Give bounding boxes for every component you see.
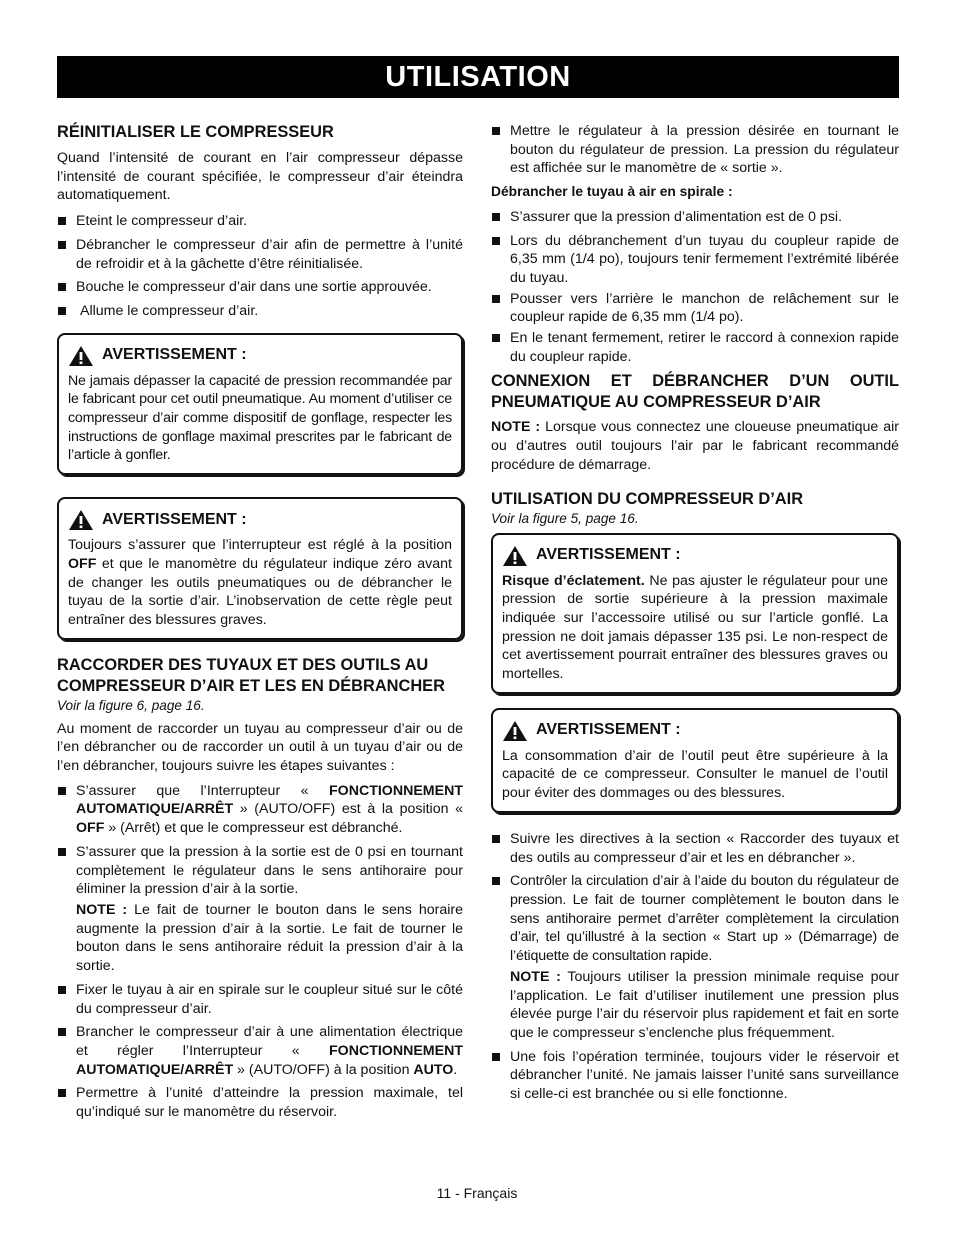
- warning-header: [502, 720, 888, 742]
- usage-steps: [491, 830, 899, 1104]
- warning-box-4: [491, 708, 899, 813]
- warning-text: Risque d’éclatement. Ne pas ajuster le régulateur pour une pression de sortie supérieure à la pression maximale indiquée sur l’accessoire utilisé ou sur l’article gonflé. La pression ne doit jamais dépasser 135 psi. Le non-respect de cet avertissement pourrait entraîner des blessures graves ou mortelles.: [502, 572, 888, 683]
- warning-box-3: [491, 533, 899, 694]
- list-item: Allume le compresseur d’air.: [57, 302, 463, 321]
- list-item: Mettre le régulateur à la pression désirée en tournant le bouton du régulateur de pression. La pression du régulateur est affichée sur le manomètre de « sortie ».: [491, 122, 899, 178]
- list-item: Pousser vers l’arrière le manchon de relâchement sur le coupleur rapide de 6,35 mm (1/4 po).: [491, 290, 899, 327]
- tool-note: NOTE : Lorsque vous connectez une cloueuse pneumatique air ou d’autres outil toujours l’air par le fabricant recommandé procédure de démarrage.: [491, 419, 900, 473]
- warning-triangle-icon: [68, 345, 94, 367]
- warning-box-2: [57, 497, 463, 640]
- warning-header: [68, 345, 452, 367]
- section-title-connect-hoses: RACCORDER DES TUYAUX ET DES OUTILS AU COMPRESSEUR D’AIR ET LES EN DÉBRANCHER: [57, 655, 445, 695]
- warning-triangle-icon: [68, 509, 94, 531]
- list-item: Lors du débranchement d’un tuyau du coupleur rapide de 6,35 mm (1/4 po), toujours tenir fermement l’extrémité libérée du tuyau.: [491, 232, 899, 288]
- warning-header: [68, 509, 452, 531]
- note: NOTE : Le fait de tourner le bouton dans le sens horaire augmente la pression d’air à la sortie. Le fait de tourner le bouton dans le sens antihoraire réduit la pression d’air à la sortie.: [76, 901, 463, 975]
- list-item: S’assurer que la pression à la sortie est de 0 psi en tournant complètement le régulateur dans le sens antihoraire pour éliminer la pression d’air à la sortie. NOTE : Le fait de tourner le bouton dans le sens horaire augmente la pression d’air à la sortie. Le fait de tourner le bouton dans le sens antihoraire réduit la pression d’air à la sortie.: [57, 843, 463, 976]
- page-banner: UTILISATION: [57, 56, 899, 98]
- list-item: En le tenant fermement, retirer le raccord à connexion rapide du coupleur rapide.: [491, 329, 899, 366]
- warning-triangle-icon: [502, 720, 528, 742]
- reset-intro: Quand l’intensité de courant en l’air compresseur dépasse l’intensité de courant spécifiée, le compresseur d’air éteindra automatiquement.: [57, 150, 463, 204]
- list-item: Suivre les directives à la section « Raccorder des tuyaux et des outils au compresseur d’air et les en débrancher ».: [491, 830, 899, 867]
- warning-header: [502, 545, 888, 567]
- connect-steps: [57, 782, 463, 1122]
- warning-text: La consommation d’air de l’outil peut être supérieure à la capacité de ce compresseur. Consulter le manuel de l’outil pour éviter des dommages ou des blessures.: [502, 747, 888, 802]
- list-item: Une fois l’opération terminée, toujours vider le réservoir et débrancher l’unité. Ne jamais laisser l’unité sans surveillance si celle-ci est branchée ou si elle fonctionne.: [491, 1048, 899, 1104]
- disconnect-steps: [491, 208, 899, 367]
- reset-steps: [57, 212, 463, 321]
- list-item: S’assurer que la pression d’alimentation est de 0 psi.: [491, 208, 899, 227]
- list-item: Débrancher le compresseur d’air afin de permettre à l’unité de refroidir et à la gâchette d’être réinitialisée.: [57, 236, 463, 273]
- warning-triangle-icon: [502, 545, 528, 567]
- subheading-disconnect: Débrancher le tuyau à air en spirale :: [491, 184, 733, 200]
- warning-text: Toujours s’assurer que l’interrupteur est réglé à la position OFF et que le manomètre du régulateur indique zéro avant de changer les outils pneumatiques ou de débrancher le tuyau de la sortie d’air. L’inobservation de cette règle peut entraîner des blessures graves.: [68, 537, 452, 628]
- regulator-step: [491, 122, 899, 178]
- warning-title: AVERTISSEMENT :: [536, 721, 681, 739]
- page-footer: 11 - Français: [436, 1185, 518, 1201]
- list-item: Contrôler la circulation d’air à l’aide du bouton du régulateur de pression. Le fait de tourner complètement le bouton dans le sens antihoraire permet d’arrêter complètement la circulation d’air, tel qu’illustré à la section « Start up » (Démarrage) de l’étiquette de consultation rapide. NOTE : Toujours utiliser la pression minimale requise pour l’application. Le fait d’utiliser inutilement une pression plus élevée purge l’air du réservoir plus rapidement et fait en sorte que le compresseur s’enclenche plus fréquemment.: [491, 872, 899, 1042]
- section-title-connect-tool: CONNEXION ET DÉBRANCHER D’UN OUTIL PNEUMATIQUE AU COMPRESSEUR D’AIR: [491, 372, 899, 412]
- section-title-reset: RÉINITIALISER LE COMPRESSEUR: [57, 123, 334, 141]
- connect-intro: Au moment de raccorder un tuyau au compresseur d’air ou de l’en débrancher ou de raccorder un outil à un tuyau d’air ou de l’en débrancher, toujours suivre les étapes suivantes :: [57, 720, 463, 775]
- warning-title: AVERTISSEMENT :: [102, 346, 247, 364]
- warning-box-1: [57, 333, 463, 476]
- list-item: Bouche le compresseur d’air dans une sortie approuvée.: [57, 278, 463, 297]
- list-item: Eteint le compresseur d’air.: [57, 212, 463, 231]
- section-title-using-compressor: UTILISATION DU COMPRESSEUR D’AIR: [491, 489, 804, 508]
- figure-reference: Voir la figure 5, page 16.: [491, 510, 639, 526]
- list-item: Brancher le compresseur d’air à une alimentation électrique et régler l’Interrupteur « FONCTIONNEMENT AUTOMATIQUE/ARRÊT » (AUTO/OFF) à la position AUTO.: [57, 1023, 463, 1079]
- note: NOTE : Toujours utiliser la pression minimale requise pour l’application. Le fait d’utiliser inutilement une pression plus élevée purge l’air du réservoir plus rapidement et fait en sorte que le compresseur s’enclenche plus fréquemment.: [510, 968, 899, 1041]
- warning-title: AVERTISSEMENT :: [536, 546, 681, 564]
- figure-reference: Voir la figure 6, page 16.: [57, 697, 205, 713]
- warning-title: AVERTISSEMENT :: [102, 510, 247, 528]
- right-column: [491, 122, 899, 1109]
- list-item: S’assurer que l’Interrupteur « FONCTIONNEMENT AUTOMATIQUE/ARRÊT » (AUTO/OFF) est à la position « OFF » (Arrêt) et que le compresseur est débranché.: [57, 782, 463, 838]
- left-column: [57, 122, 463, 1127]
- warning-text: Ne jamais dépasser la capacité de pression recommandée par le fabricant pour cet outil pneumatique. Au moment d’utiliser ce compresseur d’air comme dispositif de gonflage, respecter les instructions de gonflage maximal prescrites par le fabricant de l’article à gonfler.: [68, 372, 452, 464]
- list-item: Permettre à l’unité d’atteindre la pression maximale, tel qu’indiqué sur le manomètre du réservoir.: [57, 1084, 463, 1121]
- list-item: Fixer le tuyau à air en spirale sur le coupleur situé sur le côté du compresseur d’air.: [57, 981, 463, 1018]
